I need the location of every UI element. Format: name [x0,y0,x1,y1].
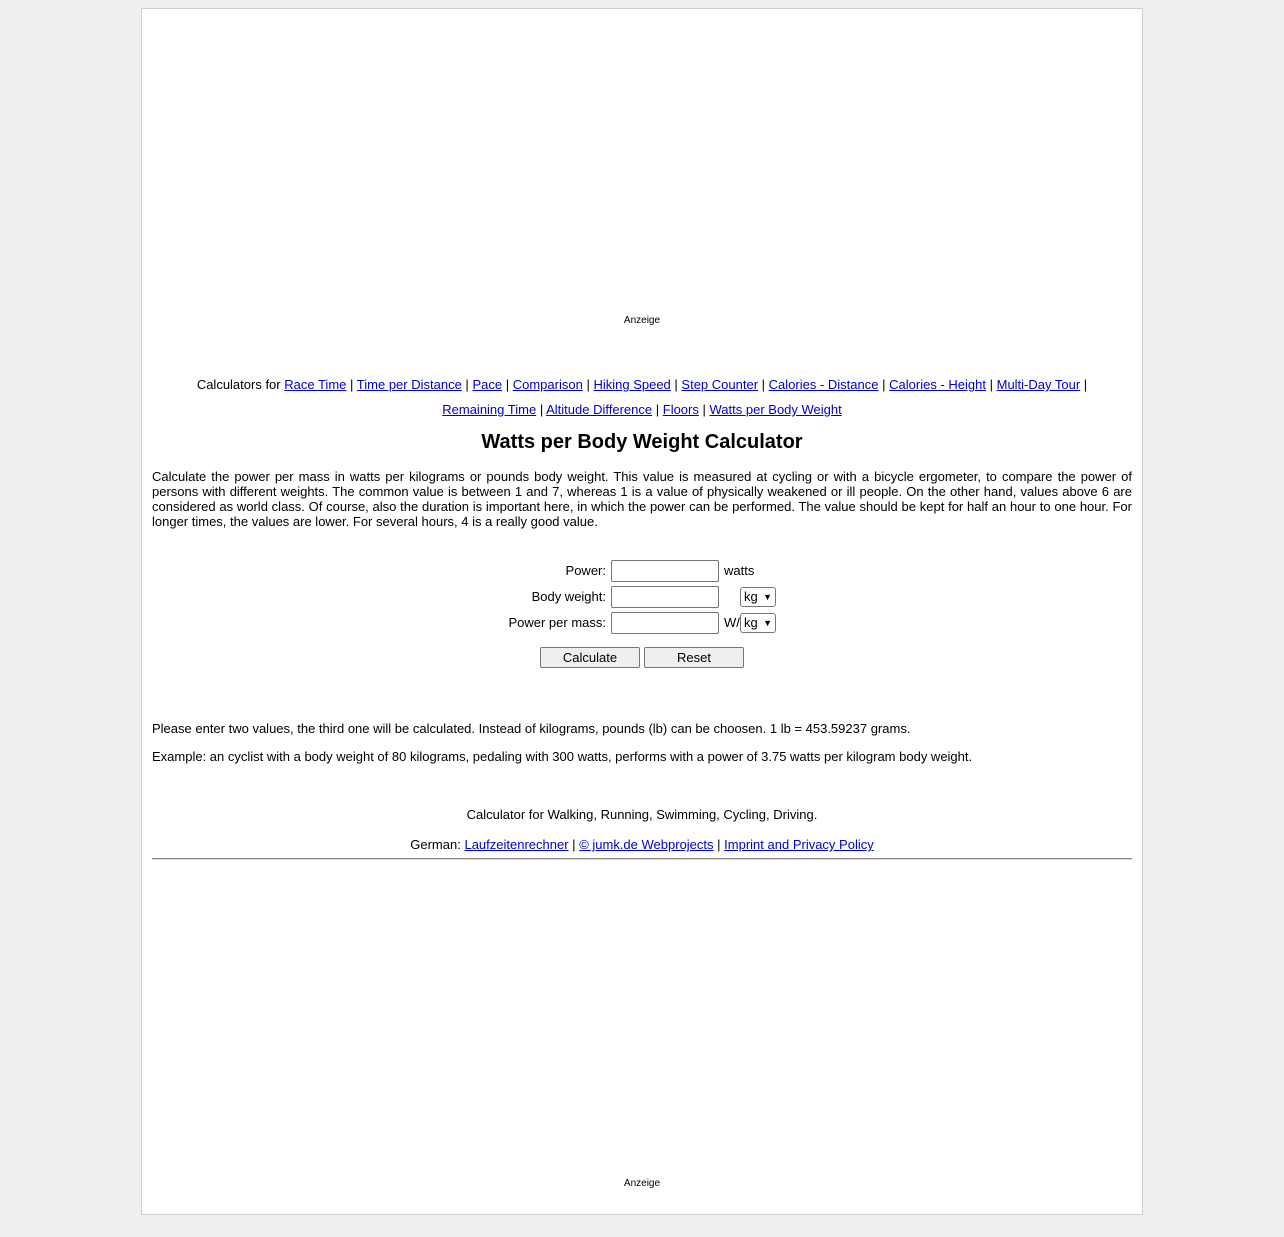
weight-label: Body weight: [531,589,606,604]
nav-separator: | [702,402,706,417]
weight-input[interactable] [611,586,719,608]
nav-link-step-counter[interactable]: Step Counter [681,377,759,392]
nav-link-floors[interactable]: Floors [662,402,699,417]
example-text: Example: an cyclist with a body weight of 80 kilograms, pedaling with 300 watts, performs with a power of 3.75 watts per kilogram body weight. [152,749,973,764]
calculate-button[interactable]: Calculate [540,647,640,668]
chevron-down-icon: ▼ [763,592,772,602]
nav-link-calories-distance[interactable]: Calories - Distance [768,377,879,392]
nav-separator: | [1083,377,1088,392]
nav-link-hiking-speed[interactable]: Hiking Speed [593,377,671,392]
footer-links [152,837,1132,852]
nav-link-calories-height[interactable]: Calories - Height [889,377,986,392]
nav-link-multi-day-tour[interactable]: Multi-Day Tour [996,377,1081,392]
nav-separator: | [655,402,660,417]
footer-link-copyright[interactable]: © jumk.de Webprojects [579,837,714,852]
nav-prefix: Calculators for [196,377,281,392]
ad-label-top: Anzeige [623,315,661,326]
weight-unit-selected: kg [744,589,758,604]
footer-separator: | [717,837,721,852]
reset-button[interactable]: Reset [644,647,744,668]
intro-text: Calculate the power per mass in watts per kilograms or pounds body weight. This value is measured at cycling or with a bicycle ergometer, to compare the power of persons with different weights. The common value is between 1 and 7, whereas 1 is a value of physically weakened or ill people. On the other hand, values above 6 are considered as world class. Of course, also the duration is important here, in which the power can be performed. The value should be kept for half an hour to one hour. For longer times, the values are lower. For several hours, 4 is a really good value. [152,469,1132,529]
nav-separator: | [674,377,678,392]
nav-separator: | [586,377,590,392]
footer-german-prefix: German: [410,837,461,852]
instructions-text: Please enter two values, the third one will be calculated. Instead of kilograms, pounds (lb) can be choosen. 1 lb = 453.59237 grams. [152,721,911,736]
nav-link-time-per-distance[interactable]: Time per Distance [356,377,462,392]
nav-link-comparison[interactable]: Comparison [512,377,583,392]
nav-separator: | [505,377,510,392]
nav-link-watts-per-body-weight[interactable]: Watts per Body Weight [709,402,842,417]
power-row [142,560,606,582]
weight-row [142,586,606,608]
ratio-unit-prefix: W/ [724,615,740,630]
page-container [141,8,1143,1215]
nav-link-altitude-difference[interactable]: Altitude Difference [546,402,653,417]
nav-link-remaining-time[interactable]: Remaining Time [442,402,537,417]
nav-separator: | [882,377,886,392]
nav-separator: | [465,377,469,392]
footer-link-imprint[interactable]: Imprint and Privacy Policy [724,837,874,852]
nav-link-race-time[interactable]: Race Time [284,377,347,392]
ad-label-bottom: Anzeige [623,1178,661,1189]
footer-link-laufzeitenrechner[interactable]: Laufzeitenrechner [464,837,569,852]
chevron-down-icon: ▼ [763,618,772,628]
ratio-label: Power per mass: [508,615,606,630]
footer-tagline: Calculator for Walking, Running, Swimming, Cycling, Driving. [466,807,818,822]
nav-separator: | [350,377,354,392]
power-input[interactable] [611,560,719,582]
nav-separator: | [761,377,766,392]
footer-separator: | [572,837,576,852]
nav-separator: | [989,377,993,392]
ratio-unit-select[interactable] [740,613,776,633]
power-label: Power: [565,563,606,578]
nav-separator: | [539,402,544,417]
ratio-row [142,612,606,634]
weight-unit-select[interactable] [740,587,776,607]
calculator-nav [152,372,1132,422]
ratio-input[interactable] [611,612,719,634]
power-unit: watts [724,563,755,578]
footer-divider [152,858,1132,860]
nav-link-pace[interactable]: Pace [472,377,503,392]
page-title: Watts per Body Weight Calculator [481,431,803,453]
ratio-unit-selected: kg [744,615,758,630]
